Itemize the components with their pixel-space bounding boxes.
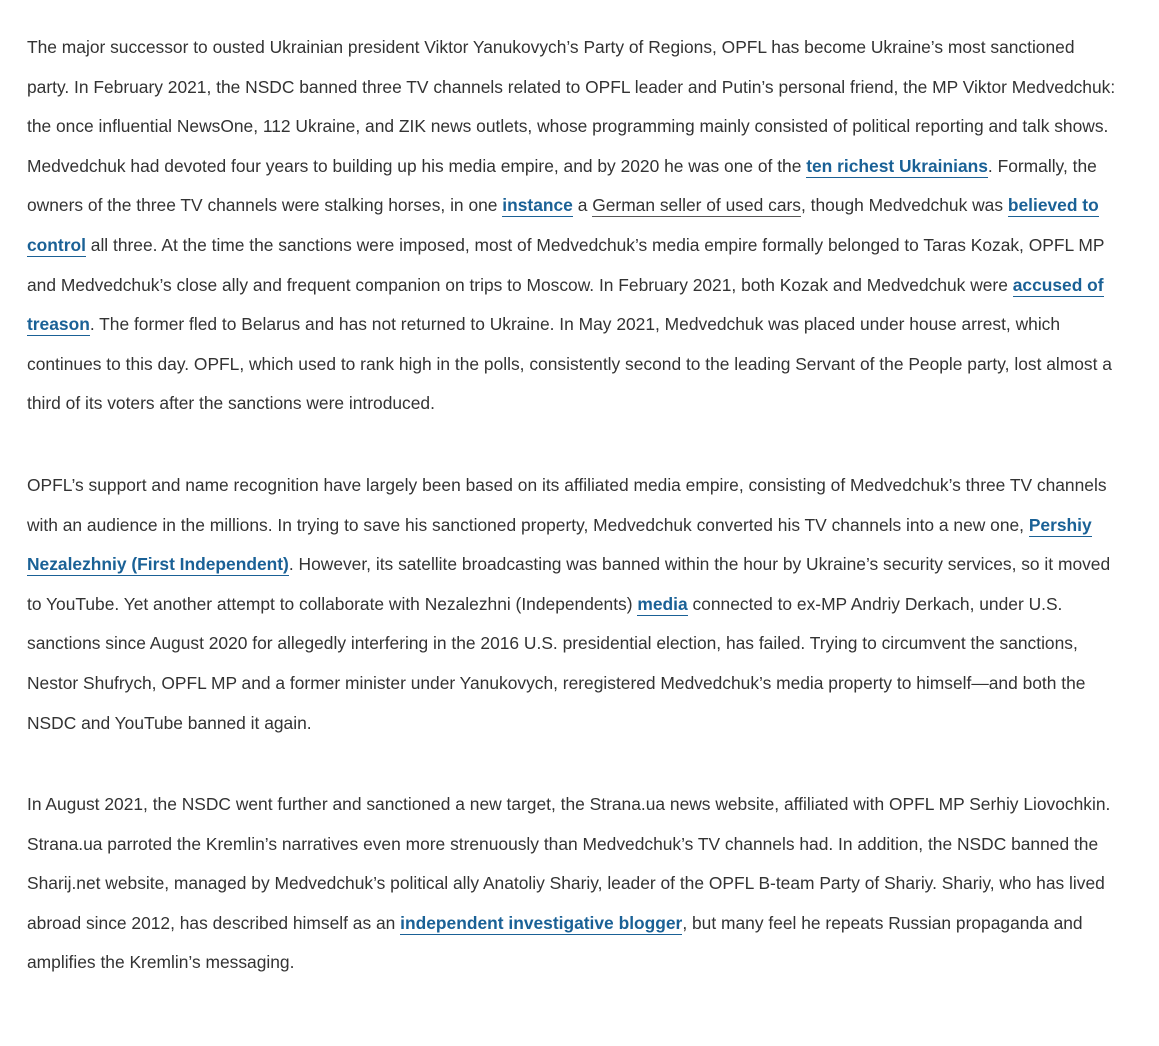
- paragraph-text: In August 2021, the NSDC went further and sanctioned a new target, the Strana.ua news website, affiliated with OPFL MP Serhiy Liovochkin. Strana.ua parroted the Kremlin’s narratives even more strenuously than Medvedchuk’s TV channels had. In addition, the NSDC banned the Sharij.net website, managed by Medvedchuk’s political ally Anatoliy Shariy, leader of the OPFL B-team Party of Shariy. Shariy, who has lived abroad since 2012, has described himself as an: [27, 794, 1111, 933]
- paragraph-text: . Formally, the owners of the three TV channels were stalking horses, in one: [27, 155, 1097, 216]
- link-believed-to-control[interactable]: believed to control: [27, 195, 1099, 255]
- link-independent-investigative-blogger[interactable]: independent investigative blogger: [400, 912, 683, 933]
- paragraph: [27, 466, 1117, 743]
- link-ten-richest-ukrainians[interactable]: ten richest Ukrainians: [806, 155, 988, 176]
- article-body: [27, 28, 1117, 983]
- paragraph-text: , but many feel he repeats Russian propaganda and amplifies the Kremlin’s messaging.: [27, 912, 1083, 973]
- paragraph-text: connected to ex-MP Andriy Derkach, under U.S. sanctions since August 2020 for allegedly interfering in the 2016 U.S. presidential election, has failed. Trying to circumvent the sanctions, Nestor Shufrych, OPFL MP and a former minister under Yanukovych, reregistered Medvedchuk’s media property to himself—and both the NSDC and YouTube banned it again.: [27, 593, 1086, 733]
- link-accused-of-treason[interactable]: accused of treason: [27, 274, 1104, 335]
- paragraph-text: a: [572, 195, 593, 216]
- paragraph-text: The major successor to ousted Ukrainian president Viktor Yanukovych’s Party of Regions, OPFL has become Ukraine’s most sanctioned party. In February 2021, the NSDC banned three TV channels related to OPFL leader and Putin’s personal friend, the MP Viktor Medvedchuk: the once influential NewsOne, 112 Ukraine, and ZIK news outlets, whose programming mainly consisted of political reporting and talk shows. Medvedchuk had devoted four years to building up his media empire, and by 2020 he was one of the: [27, 37, 1116, 176]
- paragraph-text: . The former fled to Belarus and has not returned to Ukraine. In May 2021, Medvedchuk was placed under house arrest, which continues to this day. OPFL, which used to rank high in the polls, consistently second to the leading Servant of the People party, lost almost a third of its voters after the sanctions were introduced.: [27, 314, 1112, 414]
- paragraph-text: all three. At the time the sanctions were imposed, most of Medvedchuk’s media empire formally belonged to Taras Kozak, OPFL MP and Medvedchuk’s close ally and frequent companion on trips to Moscow. In February 2021, both Kozak and Medvedchuk were: [27, 234, 1105, 295]
- paragraph: [27, 785, 1117, 983]
- link-media[interactable]: media: [637, 593, 688, 614]
- link-german-seller[interactable]: German seller of used cars: [592, 195, 801, 216]
- link-pershiy-nezalezhniy[interactable]: Pershiy Nezalezhniy (First Independent): [27, 514, 1092, 575]
- paragraph-text: , though Medvedchuk was: [800, 195, 1008, 216]
- paragraph: [27, 28, 1117, 424]
- paragraph-text: . However, its satellite broadcasting was banned within the hour by Ukraine’s security services, so it moved to YouTube. Yet another attempt to collaborate with Nezalezhni (Independents): [27, 554, 1111, 614]
- link-instance[interactable]: instance: [502, 195, 573, 216]
- paragraph-text: OPFL’s support and name recognition have largely been based on its affiliated media empire, consisting of Medvedchuk’s three TV channels with an audience in the millions. In trying to save his sanctioned property, Medvedchuk converted his TV channels into a new one,: [27, 474, 1107, 535]
